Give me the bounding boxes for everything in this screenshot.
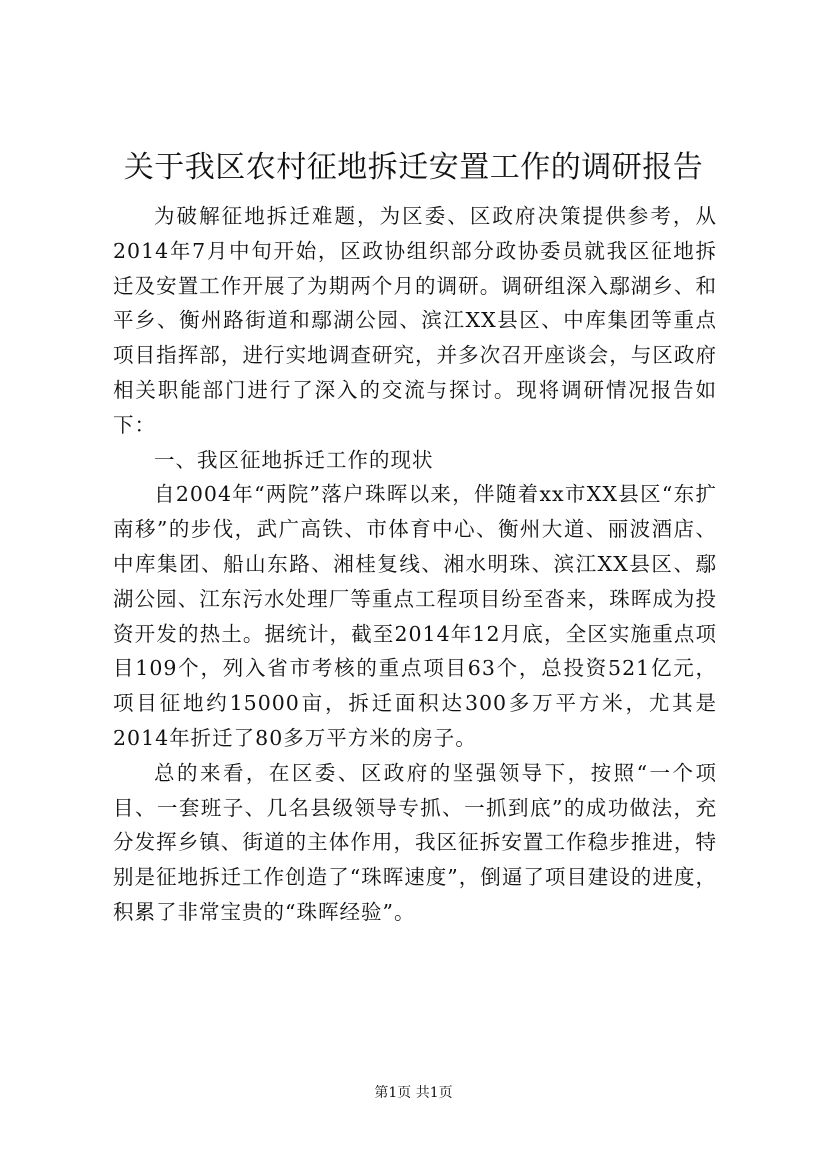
paragraph-intro: 为破解征地拆迁难题，为区委、区政府决策提供参考，从2014年7月中旬开始，区政协组织部分政协委员就我区征地拆迁及安置工作开展了为期两个月的调研。调研组深入鄢湖乡、和平乡、衡州路街道和鄢湖公园、滨江XX县区、中库集团等重点项目指挥部，进行实地调查研究，并多次召开座谈会，与区政府相关职能部门进行了深入的交流与探讨。现将调研情况报告如下： [113, 204, 717, 437]
section-heading: 一、我区征地拆迁工作的现状 [154, 447, 434, 472]
document-title: 关于我区农村征地拆迁安置工作的调研报告 [123, 150, 704, 185]
document-body [113, 199, 717, 930]
page-footer: 第1页 共1页 [374, 1085, 453, 1101]
paragraph-summary: 总的来看，在区委、区政府的坚强领导下，按照“一个项目、一套班子、几名县级领导专抓、一抓到底”的成功做法，充分发挥乡镇、街道的主体作用，我区征拆安置工作稳步推进，特别是征地拆迁工作创造了“珠晖速度”，倒逼了项目建设的进度，积累了非常宝贵的“珠晖经验”。 [113, 760, 717, 924]
paragraph-status: 自2004年“两院”落户珠晖以来，伴随着xx市XX县区“东扩南移”的步伐，武广高铁、市体育中心、衡州大道、丽波酒店、中库集团、船山东路、湘桂复线、湘水明珠、滨江XX县区、鄢湖公园、江东污水处理厂等重点工程项目纷至沓来，珠晖成为投资开发的热土。据统计，截至2014年12月底，全区实施重点项目109个，列入省市考核的重点项目63个，总投资521亿元，项目征地约15000亩，拆迁面积达300多万平方米，尤其是2014年折迁了80多万平方米的房子。 [113, 482, 717, 750]
